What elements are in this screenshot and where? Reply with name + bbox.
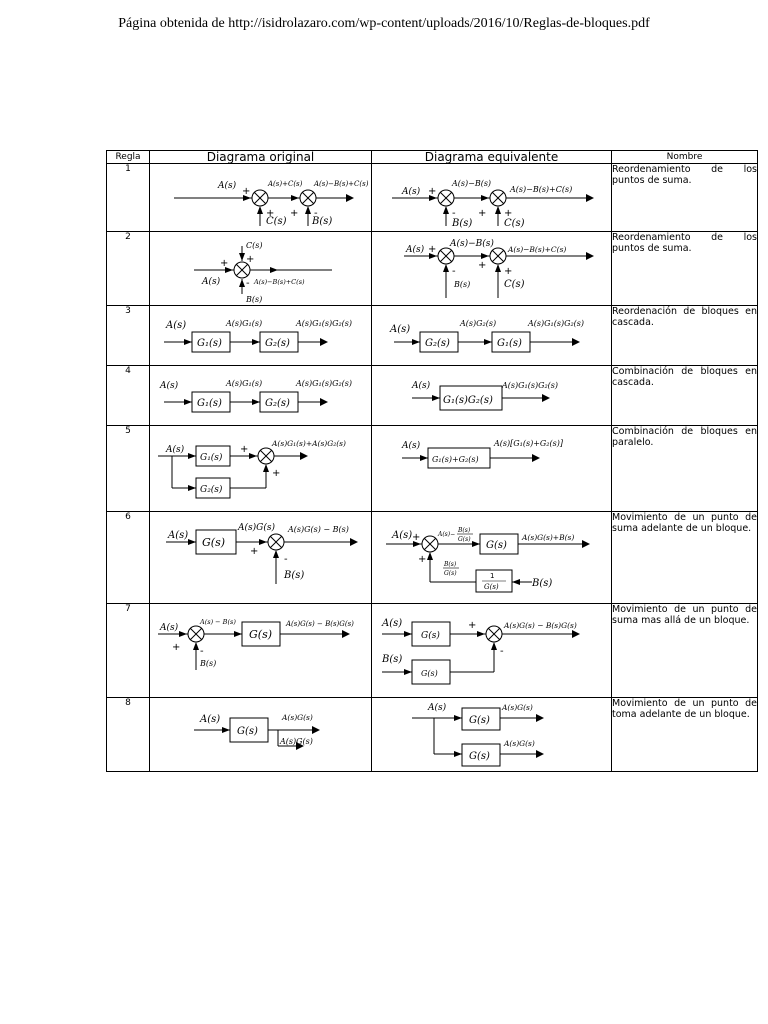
- block-diagram: [150, 232, 371, 305]
- block-diagram: [372, 426, 611, 511]
- original-diagram: [150, 164, 372, 232]
- svg-text:-: -: [452, 266, 456, 277]
- signal-label: A(s): [382, 618, 403, 629]
- signal-label: B(s): [246, 295, 263, 304]
- signal-label: A(s): [402, 441, 421, 451]
- signal-label: A(s): [168, 530, 189, 541]
- signal-label: B(s): [532, 578, 553, 589]
- signal-label: C(s): [266, 216, 287, 227]
- signal-label: A(s): [402, 187, 421, 197]
- block: G(s): [249, 628, 273, 641]
- fraction-denominator: G(s): [458, 536, 471, 543]
- signal-label: A(s)+C(s): [268, 180, 303, 188]
- signal-label: A(s)−B(s)+C(s): [508, 245, 567, 254]
- svg-text:-: -: [452, 208, 456, 219]
- table-row: [107, 232, 758, 306]
- block-diagram: [372, 306, 611, 365]
- rule-name: Movimiento de un punto de suma adelante de un bloque.: [612, 512, 758, 604]
- signal-label: A(s): [428, 703, 447, 713]
- block-diagram: [372, 698, 611, 771]
- equivalent-diagram: [372, 164, 612, 232]
- svg-text:+: +: [250, 546, 259, 557]
- signal-label: A(s)G(s): [502, 703, 533, 712]
- signal-label: A(s) − B(s): [200, 618, 236, 626]
- original-diagram: [150, 306, 372, 366]
- original-diagram: [150, 426, 372, 512]
- signal-label: A(s): [202, 277, 221, 287]
- rule-name: Reordenación de bloques en cascada.: [612, 306, 758, 366]
- table-row: [107, 306, 758, 366]
- signal-label: A(s)G₂(s): [460, 319, 497, 328]
- block-diagram: [150, 164, 371, 231]
- rule-name: Movimiento de un punto de toma adelante de un bloque.: [612, 698, 758, 772]
- svg-text:-: -: [314, 208, 318, 219]
- rule-name: Reordenamiento de los puntos de suma.: [612, 164, 758, 232]
- block-diagram: [150, 604, 371, 697]
- fraction-denominator: G(s): [484, 583, 499, 591]
- col-header-original: Diagrama original: [150, 151, 372, 164]
- svg-text:+: +: [428, 244, 437, 255]
- signal-label: A(s): [200, 714, 221, 725]
- signal-label: A(s): [392, 530, 413, 541]
- rule-name: Reordenamiento de los puntos de suma.: [612, 232, 758, 306]
- signal-label: C(s): [504, 279, 525, 290]
- fraction-numerator: 1: [490, 572, 495, 580]
- fraction-numerator: B(s): [444, 561, 457, 568]
- rule-number: 2: [107, 232, 150, 306]
- block: G₂(s): [200, 485, 223, 495]
- col-header-nombre: Nombre: [612, 151, 758, 164]
- table-row: [107, 426, 758, 512]
- signal-label: A(s)G₁(s)G₂(s): [528, 319, 585, 328]
- signal-label: A(s)G₁(s): [226, 379, 263, 388]
- block: G(s): [421, 631, 440, 641]
- fraction-denominator: G(s): [444, 570, 457, 577]
- equivalent-diagram: [372, 698, 612, 772]
- block: G₁(s): [200, 453, 223, 463]
- rule-name: Combinación de bloques en paralelo.: [612, 426, 758, 512]
- block-diagram: [150, 306, 371, 365]
- original-diagram: [150, 232, 372, 306]
- block: G(s): [469, 751, 490, 762]
- block-diagram: [372, 366, 611, 425]
- rule-name: Movimiento de un punto de suma mas allá de un bloque.: [612, 604, 758, 698]
- rule-number: 8: [107, 698, 150, 772]
- table-row: [107, 366, 758, 426]
- rule-number: 4: [107, 366, 150, 426]
- signal-label: A(s): [160, 381, 179, 391]
- original-diagram: [150, 698, 372, 772]
- svg-text:-: -: [284, 554, 288, 565]
- svg-text:+: +: [220, 258, 229, 269]
- table-header-row: [107, 151, 758, 164]
- block-diagram: [372, 164, 611, 231]
- signal-label: B(s): [284, 570, 305, 581]
- block: G₂(s): [265, 398, 290, 409]
- svg-text:+: +: [272, 468, 281, 479]
- source-note: Página obtenida de http://isidrolazaro.com/wp-content/uploads/2016/10/Reglas-de-bloques.pdf: [118, 16, 650, 31]
- svg-text:-: -: [500, 646, 504, 657]
- svg-text:+: +: [478, 260, 487, 271]
- block: G(s): [421, 669, 438, 678]
- block: G₁(s): [497, 338, 522, 349]
- block: G(s): [486, 540, 507, 551]
- block: G₁(s): [197, 398, 222, 409]
- block: G₁(s): [197, 338, 222, 349]
- block-rules-table: [106, 150, 758, 772]
- original-diagram: [150, 604, 372, 698]
- table-row: [107, 164, 758, 232]
- signal-label: A(s)−B(s): [452, 179, 492, 188]
- signal-label: A(s)−B(s)+C(s): [510, 185, 573, 194]
- signal-label: A(s)−B(s)+C(s): [254, 278, 305, 286]
- block-diagram: [372, 512, 611, 603]
- svg-text:+: +: [246, 254, 255, 265]
- block-diagram: [372, 604, 611, 697]
- signal-label: A(s): [166, 320, 187, 331]
- signal-label: A(s)G₁(s): [226, 319, 263, 328]
- signal-label: A(s): [166, 445, 185, 455]
- svg-text:+: +: [504, 208, 513, 219]
- signal-label: A(s)G₁(s)G₂(s): [296, 379, 353, 388]
- svg-text:-: -: [246, 278, 250, 289]
- signal-label: A(s): [218, 181, 237, 191]
- svg-text:+: +: [172, 642, 181, 653]
- table-row: [107, 604, 758, 698]
- rule-number: 6: [107, 512, 150, 604]
- signal-label: A(s): [412, 381, 431, 391]
- svg-text:-: -: [200, 646, 204, 657]
- signal-label: B(s): [312, 216, 333, 227]
- svg-text:+: +: [478, 208, 487, 219]
- equivalent-diagram: [372, 232, 612, 306]
- block-diagram: [372, 232, 611, 305]
- signal-label: A(s)G(s): [504, 739, 535, 748]
- signal-label: B(s): [452, 218, 473, 229]
- rule-number: 5: [107, 426, 150, 512]
- block: G(s): [469, 715, 490, 726]
- svg-text:+: +: [266, 208, 275, 219]
- block: G₂(s): [425, 338, 450, 349]
- signal-label: A(s): [160, 623, 179, 633]
- block-diagram: [150, 426, 371, 511]
- signal-label: C(s): [504, 218, 525, 229]
- signal-label: C(s): [246, 241, 263, 250]
- svg-text:+: +: [290, 208, 299, 219]
- signal-label: A(s)G(s)+B(s): [522, 533, 575, 542]
- signal-label: A(s)G₁(s)+A(s)G₂(s): [272, 439, 346, 448]
- rule-number: 1: [107, 164, 150, 232]
- block-diagram: [150, 512, 371, 603]
- svg-text:+: +: [412, 532, 421, 543]
- block: G(s): [202, 536, 226, 549]
- equivalent-diagram: [372, 604, 612, 698]
- rule-number: 3: [107, 306, 150, 366]
- block: G₁(s)+G₂(s): [432, 455, 479, 464]
- signal-label: A(s)G(s): [238, 523, 275, 533]
- signal-label: A(s): [390, 324, 411, 335]
- signal-label: B(s): [382, 654, 403, 665]
- signal-label: A(s)G(s) − B(s): [288, 525, 349, 534]
- table-row: [107, 512, 758, 604]
- block: G(s): [237, 726, 258, 737]
- block: G₁(s)G₂(s): [443, 395, 493, 406]
- equivalent-diagram: [372, 512, 612, 604]
- table-row: [107, 698, 758, 772]
- signal-label: A(s)−B(s)+C(s): [314, 180, 369, 188]
- equivalent-diagram: [372, 426, 612, 512]
- signal-label: A(s)G₁(s)G₂(s): [502, 381, 559, 390]
- svg-text:+: +: [242, 186, 251, 197]
- fraction-numerator: B(s): [458, 527, 471, 534]
- rule-name: Combinación de bloques en cascada.: [612, 366, 758, 426]
- signal-label: A(s)−B(s): [450, 239, 494, 249]
- original-diagram: [150, 512, 372, 604]
- equivalent-diagram: [372, 366, 612, 426]
- signal-label: A(s)G(s): [280, 737, 313, 746]
- signal-label: A(s)[G₁(s)+G₂(s)]: [494, 439, 563, 448]
- rule-number: 7: [107, 604, 150, 698]
- svg-text:+: +: [428, 186, 437, 197]
- svg-text:+: +: [468, 620, 477, 631]
- signal-label: B(s): [454, 280, 471, 289]
- block: G₂(s): [265, 338, 290, 349]
- signal-label: B(s): [200, 659, 217, 668]
- block-diagram: [150, 698, 371, 771]
- signal-label: A(s): [406, 245, 425, 255]
- signal-label: A(s)−: [438, 531, 456, 538]
- signal-label: A(s)G(s): [282, 713, 313, 722]
- col-header-equivalente: Diagrama equivalente: [372, 151, 612, 164]
- svg-text:+: +: [504, 266, 513, 277]
- svg-text:+: +: [240, 444, 249, 455]
- block-diagram: [150, 366, 371, 425]
- svg-text:+: +: [418, 554, 427, 565]
- original-diagram: [150, 366, 372, 426]
- signal-label: A(s)G₁(s)G₂(s): [296, 319, 353, 328]
- col-header-regla: Regla: [107, 151, 150, 164]
- equivalent-diagram: [372, 306, 612, 366]
- signal-label: A(s)G(s) − B(s)G(s): [286, 620, 354, 628]
- signal-label: A(s)G(s) − B(s)G(s): [504, 621, 577, 630]
